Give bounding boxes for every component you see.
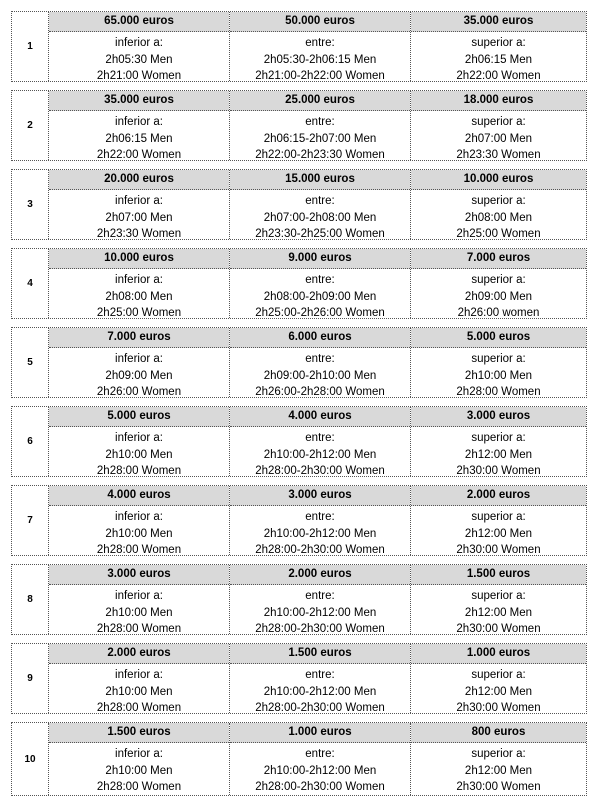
prize-column [49,91,230,160]
condition-label: inferior a: [115,590,163,602]
condition-label: superior a: [471,511,526,523]
women-time: 2h28:00 Women [96,702,182,714]
women-time: 2h30:00 Women [456,623,541,635]
prize-amount: 2.000 euros [49,644,229,664]
condition-label: superior a: [471,669,526,681]
condition-label: inferior a: [115,353,163,365]
men-time: 2h10:00 Men [105,765,173,777]
prize-column [230,12,411,81]
men-time: 2h10:00-2h12:00 Men [263,449,377,461]
rank-block [11,406,587,477]
condition-label: entre: [305,353,335,365]
prize-columns [49,407,586,476]
rank-number: 8 [12,565,49,634]
condition-label: inferior a: [115,37,163,49]
prize-amount: 4.000 euros [49,486,229,506]
condition-label: entre: [305,116,335,128]
prize-columns [49,328,586,397]
rank-number: 5 [12,328,49,397]
women-time: 2h22:00 Women [456,70,541,82]
men-time: 2h08:00 Men [105,291,173,303]
prize-column [411,249,586,318]
prize-amount: 7.000 euros [49,328,229,348]
prize-amount: 15.000 euros [230,170,410,190]
prize-columns [49,12,586,81]
prize-columns [49,170,586,239]
condition-label: superior a: [471,432,526,444]
men-time: 2h12:00 Men [464,528,533,540]
prize-column [49,170,230,239]
prize-amount: 35.000 euros [411,12,586,32]
men-time: 2h10:00-2h12:00 Men [263,607,377,619]
rank-block [11,169,587,240]
prize-amount: 6.000 euros [230,328,410,348]
condition-label: entre: [305,37,335,49]
men-time: 2h12:00 Men [464,607,533,619]
women-time: 2h23:30-2h25:00 Women [255,228,385,240]
men-time: 2h08:00-2h09:00 Men [263,291,377,303]
condition-label: entre: [305,748,335,760]
condition-label: entre: [305,432,335,444]
condition-label: inferior a: [115,432,163,444]
prize-amount: 3.000 euros [230,486,410,506]
women-time: 2h28:00-2h30:00 Women [255,781,385,793]
rank-number: 7 [12,486,49,555]
rank-block [11,90,587,161]
prize-column [411,565,586,634]
prize-amount: 2.000 euros [411,486,586,506]
prize-column [411,407,586,476]
women-time: 2h30:00 Women [456,781,541,793]
condition-label: inferior a: [115,195,163,207]
prize-amount: 25.000 euros [230,91,410,111]
men-time: 2h08:00 Men [464,212,533,224]
men-time: 2h10:00 Men [105,528,173,540]
prize-amount: 800 euros [411,723,586,743]
rank-number: 10 [12,723,49,795]
condition-label: entre: [305,590,335,602]
prize-column [230,723,411,795]
men-time: 2h07:00 Men [464,133,533,145]
women-time: 2h23:30 Women [96,228,182,240]
prize-column [230,328,411,397]
prize-amount: 35.000 euros [49,91,229,111]
women-time: 2h25:00-2h26:00 Women [255,307,385,319]
rank-number: 3 [12,170,49,239]
rank-block [11,248,587,319]
prize-column [411,328,586,397]
rank-block [11,327,587,398]
prize-amount: 1.000 euros [411,644,586,664]
condition-label: superior a: [471,37,526,49]
prize-column [49,249,230,318]
men-time: 2h10:00 Men [464,370,533,382]
prize-column [230,249,411,318]
prize-column [49,723,230,795]
prize-amount: 10.000 euros [49,249,229,269]
women-time: 2h28:00 Women [96,781,182,793]
prize-column [230,91,411,160]
prize-amount: 3.000 euros [49,565,229,585]
women-time: 2h21:00-2h22:00 Women [255,70,385,82]
condition-label: superior a: [471,274,526,286]
rank-number: 1 [12,12,49,81]
women-time: 2h30:00 Women [456,544,541,556]
women-time: 2h28:00-2h30:00 Women [255,623,385,635]
men-time: 2h09:00-2h10:00 Men [263,370,377,382]
women-time: 2h28:00-2h30:00 Women [255,544,385,556]
prize-column [49,407,230,476]
condition-label: entre: [305,511,335,523]
condition-label: superior a: [471,353,526,365]
condition-label: inferior a: [115,511,163,523]
men-time: 2h06:15 Men [464,54,533,66]
women-time: 2h25:00 Women [456,228,541,240]
condition-label: inferior a: [115,669,163,681]
rank-block [11,643,587,714]
men-time: 2h12:00 Men [464,765,533,777]
prize-amount: 1.500 euros [411,565,586,585]
prize-column [49,486,230,555]
prize-column [230,407,411,476]
rank-number: 2 [12,91,49,160]
prize-column [411,723,586,795]
prize-amount: 18.000 euros [411,91,586,111]
rank-number: 9 [12,644,49,713]
men-time: 2h05:30 Men [105,54,173,66]
prize-amount: 5.000 euros [49,407,229,427]
men-time: 2h06:15-2h07:00 Men [263,133,377,145]
women-time: 2h28:00 Women [456,386,541,398]
condition-label: entre: [305,274,335,286]
prize-amount: 7.000 euros [411,249,586,269]
prize-amount: 2.000 euros [230,565,410,585]
men-time: 2h09:00 Men [464,291,533,303]
rank-number: 4 [12,249,49,318]
prize-column [230,644,411,713]
prize-column [49,12,230,81]
women-time: 2h23:30 Women [456,149,541,161]
prize-column [230,486,411,555]
prize-column [49,644,230,713]
men-time: 2h10:00 Men [105,607,173,619]
rank-block [11,564,587,635]
prize-column [49,565,230,634]
women-time: 2h26:00 women [457,307,540,319]
prize-amount: 1.500 euros [230,644,410,664]
prize-column [230,565,411,634]
prize-amount: 1.000 euros [230,723,410,743]
women-time: 2h26:00 Women [96,386,182,398]
men-time: 2h12:00 Men [464,686,533,698]
prize-column [411,644,586,713]
prize-columns [49,723,586,795]
condition-label: entre: [305,195,335,207]
women-time: 2h28:00 Women [96,465,182,477]
prize-amount: 5.000 euros [411,328,586,348]
rank-block [11,485,587,556]
prize-columns [49,565,586,634]
prize-columns [49,644,586,713]
men-time: 2h07:00 Men [105,212,173,224]
condition-label: superior a: [471,195,526,207]
prize-amount: 1.500 euros [49,723,229,743]
condition-label: inferior a: [115,116,163,128]
prize-column [411,486,586,555]
prize-amount: 65.000 euros [49,12,229,32]
rank-number: 6 [12,407,49,476]
men-time: 2h06:15 Men [105,133,173,145]
women-time: 2h25:00 Women [96,307,182,319]
women-time: 2h30:00 Women [456,465,541,477]
women-time: 2h21:00 Women [96,70,182,82]
women-time: 2h28:00-2h30:00 Women [255,465,385,477]
rank-block [11,722,587,796]
women-time: 2h28:00 Women [96,623,182,635]
prize-column [230,170,411,239]
men-time: 2h07:00-2h08:00 Men [263,212,377,224]
men-time: 2h10:00 Men [105,449,173,461]
women-time: 2h30:00 Women [456,702,541,714]
women-time: 2h28:00-2h30:00 Women [255,702,385,714]
prize-columns [49,486,586,555]
prize-amount: 9.000 euros [230,249,410,269]
prize-amount: 4.000 euros [230,407,410,427]
prize-amount: 20.000 euros [49,170,229,190]
condition-label: inferior a: [115,274,163,286]
condition-label: superior a: [471,748,526,760]
women-time: 2h26:00-2h28:00 Women [255,386,385,398]
men-time: 2h12:00 Men [464,449,533,461]
prize-columns [49,249,586,318]
women-time: 2h28:00 Women [96,544,182,556]
men-time: 2h09:00 Men [105,370,173,382]
prize-column [411,170,586,239]
women-time: 2h22:00 Women [96,149,182,161]
prize-amount: 50.000 euros [230,12,410,32]
men-time: 2h05:30-2h06:15 Men [263,54,377,66]
prize-amount: 10.000 euros [411,170,586,190]
rank-block [11,11,587,82]
prize-column [49,328,230,397]
prize-columns [49,91,586,160]
condition-label: inferior a: [115,748,163,760]
prize-column [411,12,586,81]
women-time: 2h22:00-2h23:30 Women [255,149,385,161]
men-time: 2h10:00-2h12:00 Men [263,686,377,698]
prize-amount: 3.000 euros [411,407,586,427]
condition-label: superior a: [471,590,526,602]
men-time: 2h10:00 Men [105,686,173,698]
prize-column [411,91,586,160]
men-time: 2h10:00-2h12:00 Men [263,765,377,777]
condition-label: entre: [305,669,335,681]
men-time: 2h10:00-2h12:00 Men [263,528,377,540]
condition-label: superior a: [471,116,526,128]
